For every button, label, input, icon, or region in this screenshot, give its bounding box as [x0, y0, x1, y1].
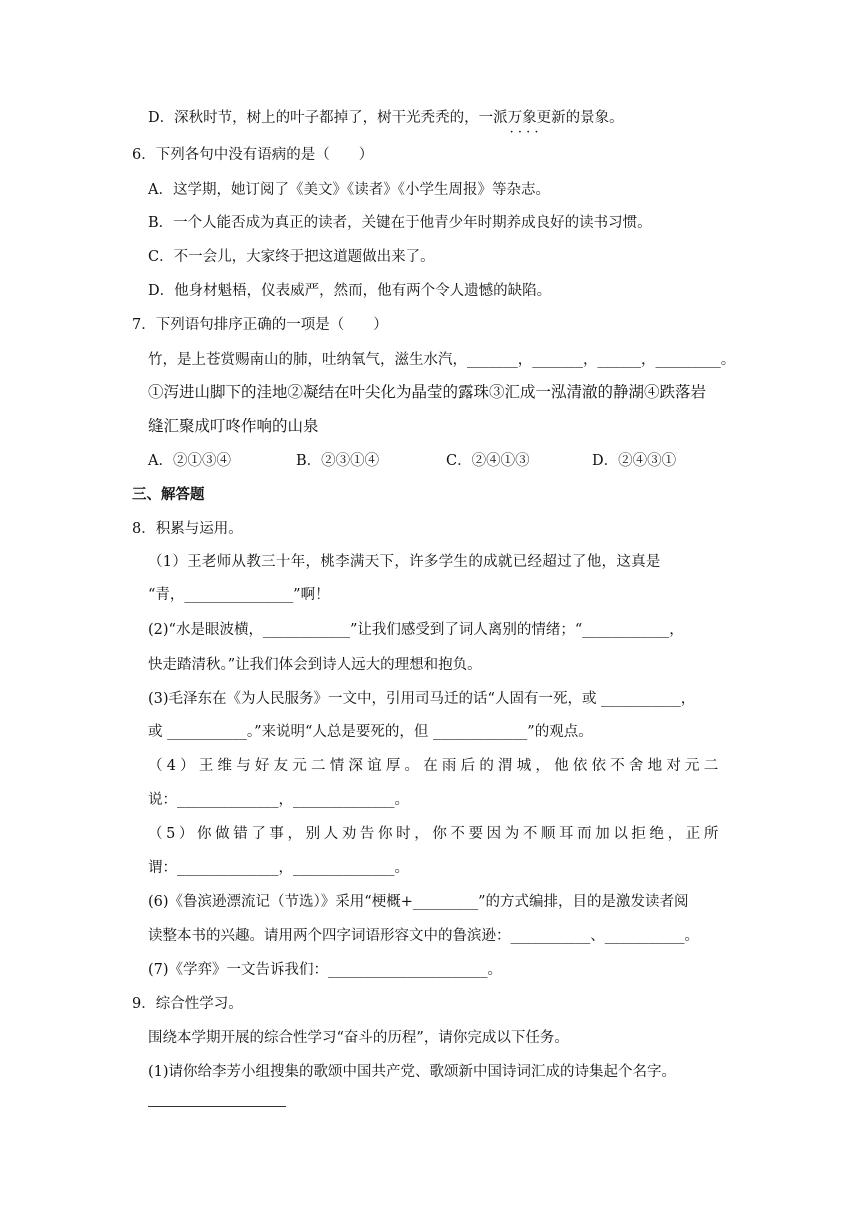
q8-sub6-line1: (6)《鲁滨逊漂流记（节选）》采用“梗概+_________”的方式编排，目的是激发读者阅	[148, 894, 689, 910]
q9-sub1: (1)请你给李芳小组搜集的歌颂中国共产党、歌颂新中国诗词汇成的诗集起个名字。	[148, 1064, 677, 1080]
q8-sub1-line2: “青，_______________”啊！	[148, 587, 330, 603]
q8-sub1-line1: （1）王老师从教三十年，桃李满天下，许多学生的成就已经超过了他，这真是	[148, 554, 661, 570]
q7-option-c: C．②④①③	[446, 453, 530, 469]
q6-option-d: D．他身材魁梧，仪表威严，然而，他有两个令人遗憾的缺陷。	[148, 283, 552, 299]
q8-sub2-line1: (2)“水是眼波横，____________”让我们感受到了词人离别的情绪；“____________，	[148, 622, 684, 638]
q5-option-d-suffix: 的景象。	[565, 110, 624, 126]
q7-option-a: A．②①③④	[148, 453, 231, 469]
q7-option-b: B．②③①④	[296, 453, 380, 469]
q8-sub2-line2: 快走踏清秋。”让我们体会到诗人远大的理想和抱负。	[148, 657, 482, 673]
q8-stem: 8．积累与运用。	[132, 521, 243, 537]
q8-sub5-line2: 谓：______________，______________。	[148, 860, 409, 876]
q5-option-d-dotted-word: 万象更新 · ·	[508, 110, 566, 126]
q9-sub1-answer-line[interactable]	[148, 1106, 286, 1107]
section-heading: 三、解答题	[132, 486, 205, 503]
q9-stem: 9．综合性学习。	[132, 996, 243, 1012]
q7-passage-line1: 竹，是上苍赏赐南山的肺，吐纳氧气，滋生水汽，_______，_______，______，_________。	[148, 352, 736, 368]
q5-option-d	[148, 108, 624, 128]
q8-sub3-line1: (3)毛泽东在《为人民服务》一文中，引用司马迁的话“人固有一死，或 ___________，	[148, 691, 696, 707]
q8-sub7: (7)《学弈》一文告诉我们：______________________。	[148, 962, 503, 978]
q8-sub6-line2: 读整本书的兴趣。请用两个四字词语形容文中的鲁滨逊：___________、___________。	[148, 928, 699, 944]
q6-stem: 6．下列各句中没有语病的是（ ）	[132, 147, 374, 163]
q8-sub3-line2: 或 ___________。”来说明“人总是要死的，但 _____________”的观点。	[148, 724, 593, 740]
q8-sub4-line1: （4）王维与好友元二情深谊厚。在雨后的渭城，他依依不舍地对元二	[148, 758, 723, 774]
q6-option-c: C．不一会儿，大家终于把这道题做出来了。	[148, 249, 435, 265]
q7-options	[148, 451, 728, 471]
q7-passage-line3: 缝汇聚成叮咚作响的山泉	[148, 417, 319, 435]
q7-passage-line2: ①泻进山脚下的洼地②凝结在叶尖化为晶莹的露珠③汇成一泓清澈的静湖④跌落岩	[148, 383, 707, 401]
q9-intro: 围绕本学期开展的综合性学习“奋斗的历程”，请你完成以下任务。	[148, 1030, 569, 1046]
q5-option-d-prefix: D．深秋时节，树上的叶子都掉了，树干光秃秃的，一派	[148, 110, 508, 126]
q7-option-d: D．②④③①	[592, 453, 677, 469]
q8-sub5-line1: （5）你做错了事，别人劝告你时，你不要因为不顺耳而加以拒绝，正所	[148, 826, 722, 842]
q6-option-a: A．这学期，她订阅了《美文》《读者》《小学生周报》等杂志。	[148, 182, 550, 198]
q6-option-b: B．一个人能否成为真正的读者，关键在于他青少年时期养成良好的读书习惯。	[148, 215, 652, 231]
q7-stem: 7．下列语句排序正确的一项是（ ）	[132, 317, 388, 333]
q8-sub4-line2: 说：______________，______________。	[148, 792, 409, 808]
